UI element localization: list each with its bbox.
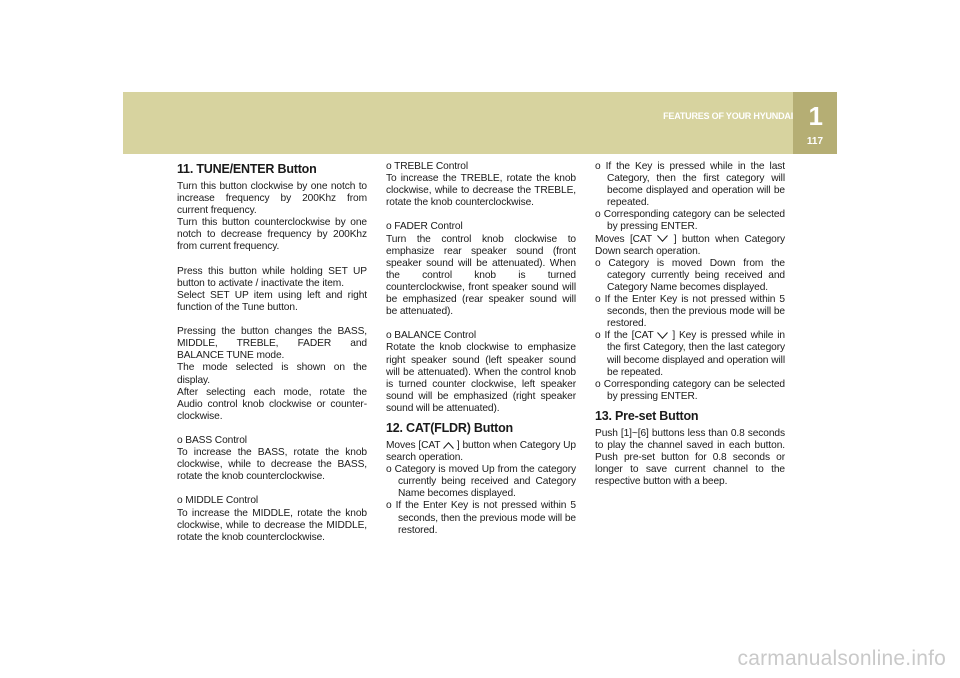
bass-control-text: To increase the BASS, rotate the knob clockwise, while to decrease the BASS, rotate the knob counterclockwise. bbox=[177, 447, 367, 483]
tune-enter-heading: 11. TUNE/ENTER Button bbox=[177, 162, 317, 176]
paragraph: The mode selected is shown on the display. bbox=[177, 362, 367, 386]
list-item: o Corresponding category can be selected by pressing ENTER. bbox=[595, 209, 785, 233]
column-2 bbox=[386, 161, 576, 537]
page-number: 117 bbox=[806, 136, 824, 147]
balance-control-title: o BALANCE Control bbox=[386, 330, 477, 342]
fader-control-text: Turn the control knob clockwise to emphasize rear speaker sound (front speaker sound will be attenuated). When the control knob is turned counterclockwise, front speaker sound will be emphasized (rear speaker sound will be attenuated). bbox=[386, 233, 576, 318]
paragraph: Press this button while holding SET UP button to activate / inactivate the item. bbox=[177, 265, 367, 289]
list-item: o If the Enter Key is not pressed within 5 seconds, then the previous mode will be restored. bbox=[386, 500, 576, 536]
cat-down-intro: Moves [CAT ] button when Category Down search operation. bbox=[595, 233, 786, 257]
chapter-number: 1 bbox=[808, 101, 823, 131]
cat-up-intro: Moves [CAT ] button when Category Up search operation. bbox=[386, 439, 576, 464]
fader-control-title: o FADER Control bbox=[386, 221, 463, 233]
column-3 bbox=[595, 161, 785, 488]
list-item: o Category is moved Up from the category currently being received and Category Name becomes displayed. bbox=[386, 464, 576, 500]
header-banner bbox=[123, 92, 837, 154]
list-item: o If the Key is pressed while in the last Category, then the first category will become displayed and operation will be repeated. bbox=[595, 161, 785, 209]
list-item: o If the [CAT ] Key is pressed while in the first Category, then the last category will become displayed and operation will be repeated. bbox=[595, 330, 786, 378]
paragraph: Select SET UP item using left and right function of the Tune button. bbox=[177, 289, 367, 313]
paragraph: Turn this button counterclockwise by one notch to decrease frequency by 200Khz from current frequency. bbox=[177, 217, 367, 253]
preset-text: Push [1]~[6] buttons less than 0.8 seconds to play the channel saved in each button. Push pre-set button for 0.8 seconds or longer to save current channel to the respective button with a beep. bbox=[595, 427, 785, 488]
paragraph: Turn this button clockwise by one notch to increase frequency by 200Khz from current frequency. bbox=[177, 181, 367, 217]
list-item: o If the Enter Key is not pressed within 5 seconds, then the previous mode will be restored. bbox=[595, 294, 785, 330]
watermark: carmanualsonline.info bbox=[737, 647, 946, 670]
middle-control-text: To increase the MIDDLE, rotate the knob clockwise, while to decrease the MIDDLE, rotate the knob counterclockwise. bbox=[177, 507, 367, 543]
paragraph: After selecting each mode, rotate the Audio control knob clockwise or counter-clockwise. bbox=[177, 386, 367, 422]
paragraph: Pressing the button changes the BASS, MIDDLE, TREBLE, FADER and BALANCE TUNE mode. bbox=[177, 326, 367, 362]
chevron-down-icon bbox=[657, 332, 668, 339]
column-1 bbox=[177, 161, 367, 544]
list-item: o Category is moved Down from the category currently being received and Category Name becomes displayed. bbox=[595, 257, 785, 293]
treble-control-title: o TREBLE Control bbox=[386, 161, 469, 172]
list-item: o Corresponding category can be selected by pressing ENTER. bbox=[595, 378, 785, 402]
chevron-down-icon bbox=[657, 235, 668, 242]
section-title: FEATURES OF YOUR HYUNDAI bbox=[663, 111, 793, 121]
preset-heading: 13. Pre-set Button bbox=[595, 408, 699, 423]
bass-control-title: o BASS Control bbox=[177, 434, 247, 446]
chevron-up-icon bbox=[443, 442, 454, 449]
treble-control-text: To increase the TREBLE, rotate the knob clockwise, while to decrease the TREBLE, rotate the knob counterclockwise. bbox=[386, 173, 576, 209]
cat-fldr-heading: 12. CAT(FLDR) Button bbox=[386, 420, 513, 435]
middle-control-title: o MIDDLE Control bbox=[177, 495, 259, 507]
balance-control-text: Rotate the knob clockwise to emphasize right speaker sound (left speaker sound will be attenuated). When the control knob is turned counter clockwise, left speaker sound will be emphasized (right speaker sound will be attenuated). bbox=[386, 342, 576, 414]
